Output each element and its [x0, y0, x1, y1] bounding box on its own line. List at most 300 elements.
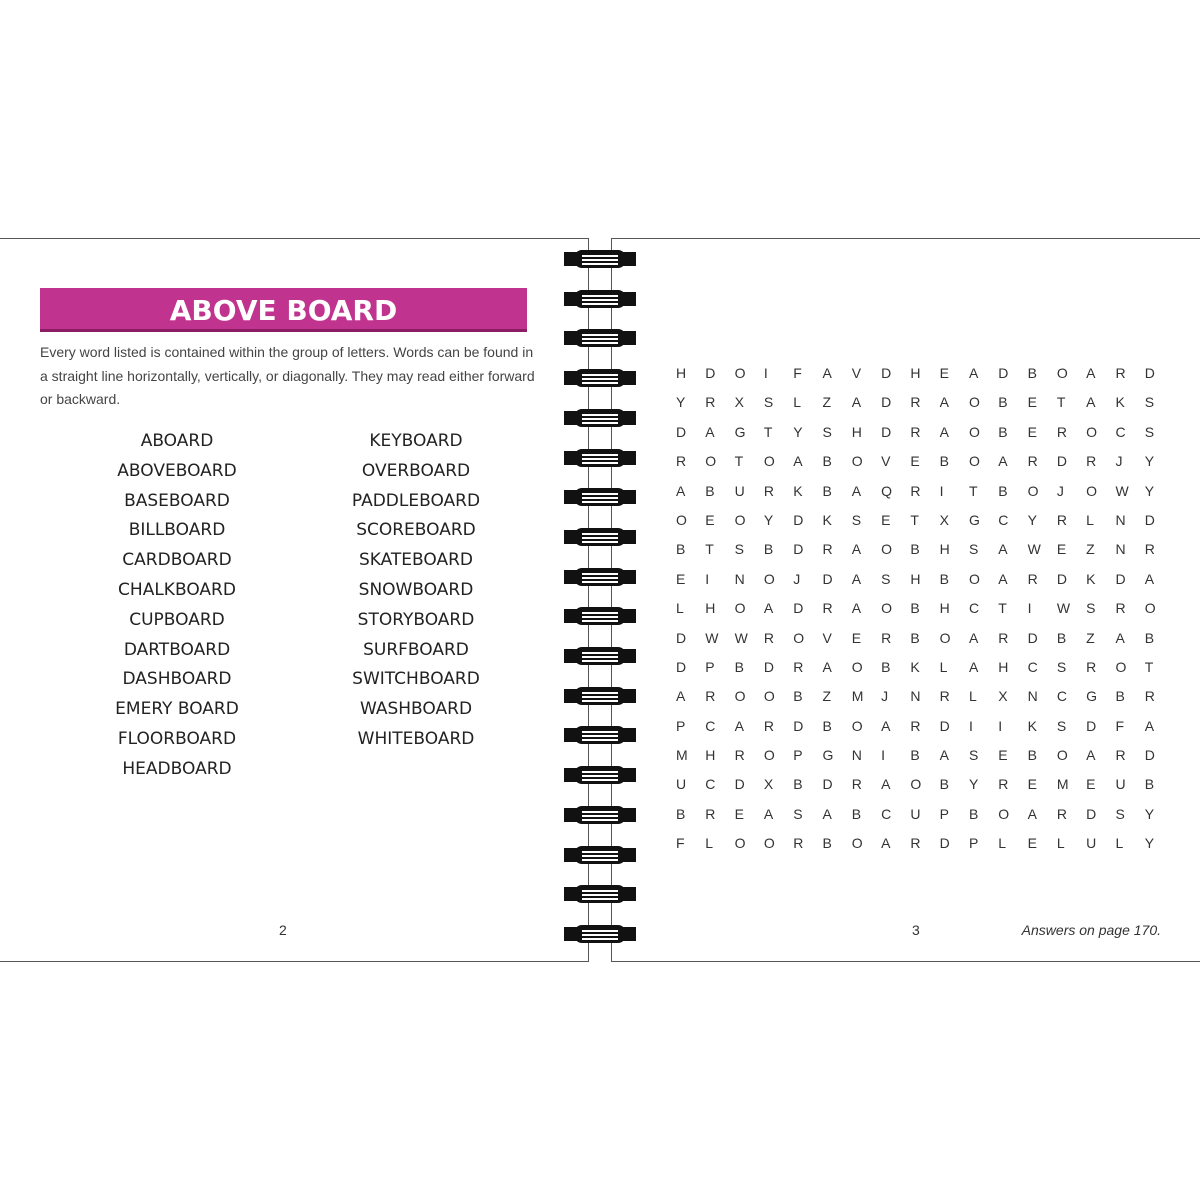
- grid-letter: N: [734, 570, 745, 587]
- grid-letter: E: [1027, 835, 1037, 852]
- grid-letter: S: [1086, 600, 1096, 617]
- grid-letter: G: [822, 747, 834, 764]
- grid-letter: B: [939, 570, 950, 587]
- grid-letter: B: [1144, 776, 1155, 793]
- grid-letter: D: [1027, 629, 1038, 646]
- grid-letter: A: [968, 365, 979, 381]
- grid-letter: E: [1056, 541, 1067, 558]
- grid-letter: R: [705, 688, 716, 705]
- grid-letter: D: [1086, 805, 1097, 822]
- grid-letter: R: [763, 717, 775, 734]
- grid-letter: O: [939, 629, 951, 646]
- grid-letter: Y: [1144, 482, 1155, 499]
- word-list-item: PADDLEBOARD: [351, 490, 481, 511]
- grid-letter: N: [910, 688, 921, 705]
- grid-letter: D: [1086, 717, 1097, 734]
- binding-ring: [560, 806, 638, 824]
- grid-letter: B: [676, 541, 686, 558]
- grid-letter: A: [851, 482, 862, 499]
- binding-ring: [560, 925, 638, 943]
- grid-letter: Y: [968, 776, 979, 793]
- grid-letter: A: [822, 365, 832, 381]
- grid-letter: A: [998, 541, 1008, 558]
- grid-letter: R: [822, 541, 833, 558]
- grid-letter: O: [851, 717, 863, 734]
- grid-letter: O: [734, 365, 746, 381]
- grid-letter: A: [705, 423, 715, 440]
- grid-letter: R: [1086, 453, 1097, 470]
- grid-letter: I: [763, 365, 768, 381]
- grid-letter: R: [1144, 541, 1155, 558]
- grid-letter: W: [1027, 541, 1041, 558]
- grid-letter: L: [968, 688, 977, 705]
- word-list-item: SKATEBOARD: [358, 550, 474, 571]
- grid-letter: B: [705, 482, 715, 499]
- grid-letter: B: [998, 423, 1008, 440]
- puzzle-title: ABOVE BOARD: [40, 288, 527, 332]
- grid-letter: O: [734, 600, 746, 617]
- grid-letter: F: [676, 835, 685, 852]
- grid-letter: B: [1027, 365, 1037, 381]
- grid-letter: O: [968, 570, 980, 587]
- grid-letter: G: [968, 511, 980, 528]
- grid-letter: R: [793, 658, 804, 675]
- grid-letter: K: [793, 482, 803, 499]
- grid-letter: R: [1027, 453, 1038, 470]
- binding-ring: [560, 607, 638, 625]
- grid-letter: A: [1086, 394, 1096, 411]
- grid-letter: I: [1027, 600, 1032, 617]
- grid-letter: B: [1027, 747, 1037, 764]
- grid-letter: R: [1115, 365, 1126, 381]
- word-list-item: STORYBOARD: [357, 609, 475, 630]
- grid-letter: C: [1027, 658, 1038, 675]
- grid-letter: H: [705, 747, 716, 764]
- binding-ring: [560, 528, 638, 546]
- grid-letter: T: [734, 453, 744, 470]
- grid-letter: L: [793, 394, 801, 411]
- grid-letter: R: [881, 629, 892, 646]
- grid-letter: D: [881, 394, 892, 411]
- grid-letter: A: [939, 747, 950, 764]
- grid-letter: R: [910, 394, 921, 411]
- grid-letter: R: [705, 394, 716, 411]
- grid-letter: A: [998, 453, 1008, 470]
- grid-letter: K: [1027, 717, 1037, 734]
- grid-letter: A: [851, 570, 862, 587]
- grid-letter: D: [1144, 511, 1155, 528]
- grid-letter: L: [939, 658, 948, 675]
- word-list-item: WASHBOARD: [359, 699, 473, 720]
- grid-letter: D: [793, 511, 804, 528]
- word-list-item: KEYBOARD: [369, 431, 463, 451]
- binding-ring: [560, 687, 638, 705]
- grid-letter: V: [822, 629, 832, 646]
- grid-letter: K: [822, 511, 832, 528]
- grid-letter: J: [881, 688, 889, 705]
- grid-letter: O: [851, 835, 863, 852]
- grid-letter: O: [793, 629, 805, 646]
- grid-letter: D: [822, 570, 833, 587]
- grid-letter: C: [705, 776, 716, 793]
- grid-letter: H: [939, 600, 950, 617]
- grid-letter: B: [968, 805, 979, 822]
- word-list-item: CHALKBOARD: [118, 579, 236, 600]
- grid-letter: R: [1115, 747, 1126, 764]
- grid-letter: B: [1056, 629, 1067, 646]
- binding-ring: [560, 846, 638, 864]
- grid-letter: O: [705, 453, 717, 470]
- grid-letter: O: [881, 600, 892, 617]
- grid-letter: N: [1115, 511, 1126, 528]
- grid-letter: O: [881, 541, 892, 558]
- grid-letter: R: [763, 629, 775, 646]
- grid-letter: P: [968, 835, 979, 852]
- grid-letter: O: [676, 511, 687, 528]
- grid-letter: A: [676, 688, 686, 705]
- grid-letter: B: [676, 805, 686, 822]
- word-list-item: CUPBOARD: [129, 609, 225, 630]
- grid-letter: C: [968, 600, 980, 617]
- grid-letter: R: [822, 600, 833, 617]
- grid-letter: G: [734, 423, 746, 440]
- grid-letter: S: [734, 541, 744, 558]
- grid-letter: A: [881, 776, 891, 793]
- grid-letter: B: [822, 835, 832, 852]
- word-list-column-2: [296, 427, 536, 755]
- grid-letter: O: [763, 747, 775, 764]
- word-list-column-1: [57, 427, 297, 785]
- grid-letter: B: [822, 453, 832, 470]
- grid-letter: R: [763, 482, 775, 499]
- grid-letter: D: [822, 776, 833, 793]
- binding-ring: [560, 647, 638, 665]
- grid-letter: I: [998, 717, 1003, 734]
- binding-ring: [560, 726, 638, 744]
- grid-letter: A: [822, 658, 832, 675]
- grid-letter: T: [1144, 658, 1154, 675]
- grid-letter: H: [910, 570, 921, 587]
- word-list-item: WHITEBOARD: [357, 728, 475, 749]
- grid-letter: S: [1144, 423, 1155, 440]
- grid-letter: O: [910, 776, 922, 793]
- grid-letter: D: [793, 717, 804, 734]
- grid-letter: X: [763, 776, 774, 793]
- grid-letter: U: [734, 482, 745, 499]
- spiral-binding: [560, 250, 640, 950]
- grid-letter: R: [998, 776, 1009, 793]
- grid-letter: M: [1056, 776, 1069, 793]
- grid-letter: D: [881, 365, 892, 381]
- grid-letter: B: [910, 629, 920, 646]
- grid-letter: I: [705, 570, 710, 587]
- left-page: [0, 238, 589, 962]
- grid-letter: B: [910, 747, 920, 764]
- grid-letter: A: [793, 453, 803, 470]
- grid-letter: R: [1115, 600, 1126, 617]
- instructions: Every word listed is contained within the group of letters. Words can be found in a straight line horizontally, vertically, or diagonally. They may read either forward or backward.: [40, 344, 535, 407]
- grid-letter: E: [1086, 776, 1096, 793]
- grid-letter: V: [851, 365, 862, 381]
- grid-letter: G: [1086, 688, 1098, 705]
- grid-letter: O: [734, 835, 746, 852]
- grid-letter: Q: [881, 482, 892, 499]
- grid-letter: R: [1086, 658, 1097, 675]
- grid-letter: Z: [822, 394, 832, 411]
- grid-letter: S: [851, 511, 862, 528]
- grid-letter: B: [1115, 688, 1125, 705]
- grid-letter: R: [705, 805, 716, 822]
- grid-letter: H: [910, 365, 921, 381]
- grid-letter: R: [851, 776, 862, 793]
- grid-letter: T: [763, 423, 773, 440]
- grid-letter: P: [939, 805, 950, 822]
- grid-letter: S: [881, 570, 891, 587]
- word-list-item: ABOARD: [140, 431, 214, 451]
- grid-letter: A: [851, 600, 862, 617]
- grid-letter: J: [1115, 453, 1123, 470]
- grid-letter: Z: [1086, 541, 1095, 558]
- grid-letter: A: [763, 600, 774, 617]
- binding-ring: [560, 488, 638, 506]
- grid-letter: C: [1115, 423, 1126, 440]
- grid-letter: D: [676, 629, 687, 646]
- grid-letter: W: [1115, 482, 1129, 499]
- grid-letter: R: [998, 629, 1009, 646]
- grid-letter: T: [998, 600, 1007, 617]
- grid-letter: U: [1115, 776, 1126, 793]
- grid-letter: R: [1056, 511, 1067, 528]
- grid-letter: C: [881, 805, 892, 822]
- grid-letter: S: [1056, 717, 1067, 734]
- word-list-item: OVERBOARD: [361, 460, 471, 481]
- grid-letter: H: [998, 658, 1009, 675]
- grid-letter: A: [968, 658, 979, 675]
- page-number: 3: [912, 922, 920, 938]
- grid-letter: K: [1086, 570, 1096, 587]
- grid-letter: B: [910, 541, 920, 558]
- word-list-item: CARDBOARD: [122, 550, 232, 571]
- grid-letter: A: [676, 482, 686, 499]
- binding-ring: [560, 449, 638, 467]
- grid-letter: J: [1056, 482, 1064, 499]
- grid-letter: B: [939, 453, 950, 470]
- grid-letter: B: [998, 394, 1008, 411]
- grid-letter: R: [1027, 570, 1038, 587]
- grid-letter: C: [705, 717, 716, 734]
- binding-ring: [560, 766, 638, 784]
- grid-letter: A: [968, 629, 979, 646]
- grid-letter: U: [1086, 835, 1097, 852]
- grid-letter: D: [1144, 365, 1155, 381]
- word-list-item: ABOVEBOARD: [117, 460, 237, 481]
- grid-letter: L: [676, 600, 684, 617]
- grid-letter: I: [881, 747, 885, 764]
- grid-letter: R: [734, 747, 745, 764]
- grid-letter: N: [1115, 541, 1126, 558]
- grid-letter: B: [734, 658, 744, 675]
- grid-letter: R: [939, 688, 950, 705]
- grid-letter: D: [793, 541, 804, 558]
- grid-letter: A: [939, 394, 950, 411]
- grid-letter: R: [910, 482, 921, 499]
- grid-letter: O: [763, 835, 775, 852]
- grid-letter: A: [822, 805, 832, 822]
- grid-letter: A: [881, 717, 891, 734]
- grid-letter: A: [1144, 717, 1155, 734]
- grid-letter: S: [822, 423, 832, 440]
- grid-letter: H: [939, 541, 950, 558]
- answers-note: Answers on page 170.: [1021, 922, 1161, 938]
- binding-ring: [560, 250, 638, 268]
- grid-letter: E: [734, 805, 744, 822]
- word-search-grid: [668, 359, 1166, 859]
- grid-letter: K: [910, 658, 920, 675]
- grid-letter: Y: [793, 423, 803, 440]
- grid-letter: Y: [1144, 805, 1155, 822]
- grid-letter: O: [734, 511, 746, 528]
- binding-ring: [560, 290, 638, 308]
- grid-letter: B: [910, 600, 920, 617]
- grid-letter: A: [1027, 805, 1037, 822]
- grid-letter: D: [881, 423, 892, 440]
- grid-letter: F: [1115, 717, 1125, 734]
- grid-letter: E: [910, 453, 920, 470]
- grid-letter: S: [1056, 658, 1067, 675]
- grid-letter: E: [851, 629, 862, 646]
- grid-letter: T: [1056, 394, 1066, 411]
- grid-letter: O: [763, 688, 775, 705]
- grid-letter: O: [763, 570, 775, 587]
- grid-letter: O: [1056, 365, 1068, 381]
- grid-letter: L: [705, 835, 714, 852]
- grid-letter: E: [705, 511, 715, 528]
- grid-letter: D: [676, 658, 687, 675]
- word-list-item: EMERY BOARD: [115, 699, 239, 720]
- binding-ring: [560, 369, 638, 387]
- grid-letter: L: [1115, 835, 1124, 852]
- grid-letter: A: [851, 541, 862, 558]
- word-list-item: BASEBOARD: [124, 490, 230, 511]
- grid-letter: B: [1144, 629, 1155, 646]
- grid-letter: O: [998, 805, 1010, 822]
- grid-letter: B: [793, 688, 803, 705]
- grid-letter: A: [734, 717, 744, 734]
- word-list-item: HEADBOARD: [122, 758, 232, 779]
- grid-letter: I: [939, 482, 944, 499]
- grid-letter: L: [998, 835, 1007, 852]
- grid-letter: P: [676, 717, 686, 734]
- binding-ring: [560, 885, 638, 903]
- grid-letter: X: [998, 688, 1008, 705]
- grid-letter: R: [910, 717, 921, 734]
- grid-letter: O: [851, 658, 863, 675]
- grid-letter: B: [822, 482, 832, 499]
- grid-letter: D: [676, 423, 687, 440]
- grid-letter: L: [1056, 835, 1065, 852]
- grid-letter: A: [1086, 747, 1096, 764]
- grid-letter: R: [793, 835, 804, 852]
- grid-letter: H: [676, 365, 687, 381]
- grid-letter: W: [1056, 600, 1071, 617]
- grid-letter: O: [1115, 658, 1127, 675]
- page-number: 2: [279, 922, 287, 938]
- binding-ring: [560, 409, 638, 427]
- grid-letter: D: [939, 835, 950, 852]
- grid-letter: A: [1115, 629, 1125, 646]
- grid-letter: S: [968, 541, 979, 558]
- grid-letter: B: [851, 805, 862, 822]
- grid-letter: A: [939, 423, 950, 440]
- grid-letter: N: [851, 747, 862, 764]
- grid-letter: Y: [1027, 511, 1037, 528]
- grid-letter: Z: [822, 688, 832, 705]
- grid-letter: X: [939, 511, 950, 528]
- grid-letter: O: [763, 453, 775, 470]
- grid-letter: C: [998, 511, 1009, 528]
- grid-letter: R: [1056, 423, 1067, 440]
- grid-letter: E: [1027, 394, 1037, 411]
- grid-letter: L: [1086, 511, 1094, 528]
- grid-letter: D: [793, 600, 804, 617]
- grid-letter: H: [705, 600, 716, 617]
- grid-letter: T: [910, 511, 919, 528]
- grid-letter: Z: [1086, 629, 1095, 646]
- grid-letter: U: [676, 776, 687, 793]
- grid-letter: D: [998, 365, 1009, 381]
- grid-letter: O: [1144, 600, 1156, 617]
- grid-letter: F: [793, 365, 802, 381]
- grid-letter: Y: [1144, 835, 1155, 852]
- word-list-item: DARTBOARD: [123, 639, 231, 660]
- grid-letter: R: [1144, 688, 1155, 705]
- grid-letter: O: [1027, 482, 1039, 499]
- grid-letter: D: [763, 658, 775, 675]
- grid-letter: B: [998, 482, 1008, 499]
- grid-letter: O: [1056, 747, 1068, 764]
- word-list-item: FLOORBOARD: [117, 728, 237, 749]
- grid-letter: Y: [763, 511, 774, 528]
- grid-letter: B: [881, 658, 891, 675]
- grid-letter: U: [910, 805, 921, 822]
- grid-letter: A: [851, 394, 862, 411]
- grid-letter: S: [763, 394, 774, 411]
- binding-ring: [560, 329, 638, 347]
- grid-letter: O: [968, 394, 980, 411]
- grid-letter: X: [734, 394, 744, 411]
- grid-letter: E: [1027, 423, 1037, 440]
- grid-letter: I: [968, 717, 973, 734]
- grid-letter: S: [968, 747, 979, 764]
- grid-letter: R: [910, 835, 921, 852]
- grid-letter: P: [705, 658, 715, 675]
- grid-letter: N: [1027, 688, 1038, 705]
- word-list-item: SNOWBOARD: [358, 579, 474, 600]
- word-list-item: SWITCHBOARD: [352, 669, 480, 690]
- grid-letter: D: [734, 776, 745, 793]
- binding-ring: [560, 568, 638, 586]
- grid-letter: K: [1115, 394, 1125, 411]
- grid-letter: A: [881, 835, 891, 852]
- grid-letter: O: [968, 453, 980, 470]
- grid-letter: D: [1115, 570, 1126, 587]
- grid-letter: A: [763, 805, 774, 822]
- grid-letter: B: [822, 717, 832, 734]
- grid-letter: V: [881, 453, 891, 470]
- grid-letter: Y: [1144, 453, 1155, 470]
- grid-letter: D: [1144, 747, 1155, 764]
- grid-letter: T: [968, 482, 978, 499]
